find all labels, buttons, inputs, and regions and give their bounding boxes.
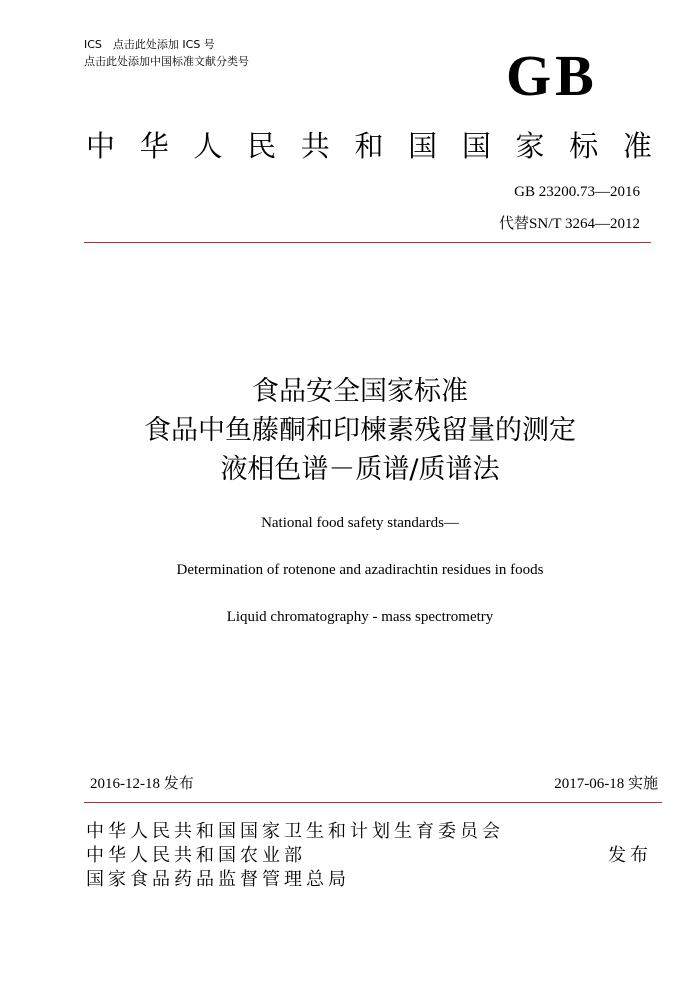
title-char: 标 [569,129,599,163]
standard-identifiers [499,176,640,240]
title-char: 准 [622,129,652,163]
title-char: 家 [515,129,545,163]
en-title-line-1: National food safety standards— [261,515,459,531]
classification-line: 点击此处添加中国标准文献分类号 [84,55,249,68]
standard-number: GB 23200.73—2016 [514,184,640,200]
ics-classification [84,36,249,70]
bottom-divider [84,802,662,803]
title-char: 华 [139,129,169,163]
gb-logo: GB [506,43,598,108]
cn-title-line-3: 液相色谱－质谱/质谱法 [220,454,500,485]
title-char: 和 [354,129,384,163]
implementation-date: 2017-06-18 实施 [554,776,658,792]
title-char: 共 [300,129,330,163]
chinese-title [0,372,700,489]
title-char: 中 [86,129,116,163]
title-char: 人 [193,129,223,163]
en-title-line-2: Determination of rotenone and azadirachtin residues in foods [176,562,544,578]
cn-title-line-1: 食品安全国家标准 [252,376,468,407]
top-divider [84,242,651,243]
issuer-3: 国家食品药品监督管理总局 [86,869,350,890]
title-char: 国 [408,129,438,163]
date-row [90,772,658,793]
issuer-1: 中华人民共和国国家卫生和计划生育委员会 [86,821,504,842]
publish-label: 发布 [608,845,652,866]
en-title-line-3: Liquid chromatography - mass spectrometry [226,609,494,625]
ics-line: ICS 点击此处添加 ICS 号 [84,38,215,51]
english-title [0,514,700,655]
cn-title-line-2: 食品中鱼藤酮和印楝素残留量的测定 [144,415,576,446]
title-char: 国 [461,129,491,163]
issue-date: 2016-12-18 发布 [90,776,194,792]
issuer-2: 中华人民共和国农业部 [86,845,306,866]
title-char: 民 [247,129,277,163]
national-standard-title [86,126,652,166]
issuing-authorities [86,820,652,892]
replaces-standard: 代替SN/T 3264—2012 [499,216,640,232]
